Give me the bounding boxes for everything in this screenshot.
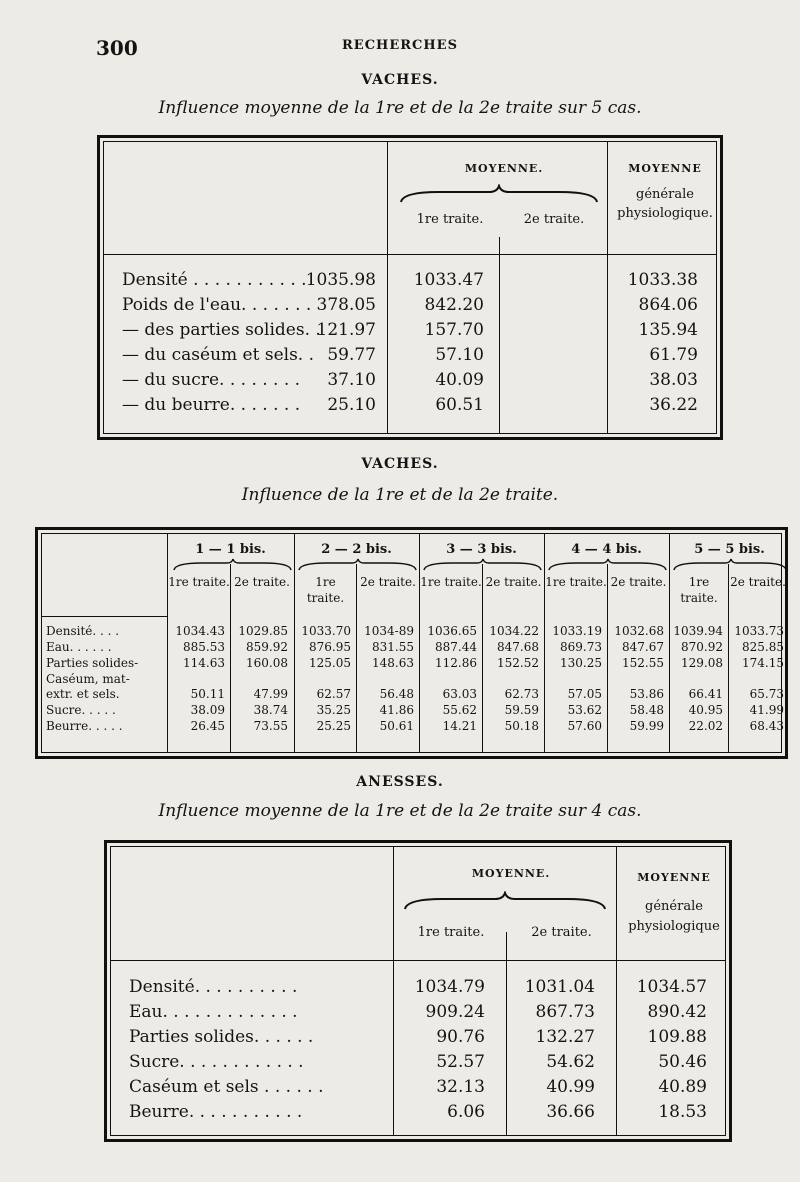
table1-header-second: 2e traite. bbox=[523, 212, 585, 227]
cell-value: 61.79 bbox=[649, 345, 698, 365]
table1-caption: Influence moyenne de la 1re et de la 2e traite sur 5 cas. bbox=[158, 98, 642, 118]
row-label: Densité. . . . bbox=[46, 624, 120, 638]
cell-value: 62.73 bbox=[504, 687, 539, 701]
cell-value: 57.05 bbox=[567, 687, 602, 701]
table3-divider bbox=[616, 847, 617, 1135]
table3-header-second: 2e traite. bbox=[531, 925, 592, 940]
cell-value: 885.53 bbox=[183, 640, 225, 654]
cell-value: 909.24 bbox=[425, 1002, 485, 1022]
cell-value: 1032.68 bbox=[614, 624, 664, 638]
cell-value: 73.55 bbox=[253, 719, 288, 733]
cell-value: 59.59 bbox=[504, 703, 539, 717]
row-label: Caséum et sels . . . . . . bbox=[129, 1077, 324, 1097]
cell-value: 870.92 bbox=[681, 640, 723, 654]
cell-value: 40.95 bbox=[688, 703, 723, 717]
cell-value: 90.76 bbox=[436, 1027, 485, 1047]
cell-value: 1033.47 bbox=[413, 270, 484, 290]
table3-divider bbox=[506, 932, 507, 1135]
cell-value: 847.67 bbox=[622, 640, 664, 654]
cell-value: 36.66 bbox=[546, 1102, 595, 1122]
cell-value: 842.20 bbox=[424, 295, 484, 315]
cell-value: 40.09 bbox=[435, 370, 484, 390]
cell-value: 68.43 bbox=[749, 719, 784, 733]
table1-divider bbox=[607, 142, 608, 433]
row-label: Beurre. . . . . bbox=[46, 719, 123, 733]
row-label: Eau. . . . . . . . . . . . . bbox=[129, 1002, 298, 1022]
cell-value: 53.86 bbox=[629, 687, 664, 701]
cell-value: 59.99 bbox=[629, 719, 664, 733]
table2-group-header: 4 — 4 bis. bbox=[571, 542, 642, 557]
cell-value: 18.53 bbox=[658, 1102, 707, 1122]
table2-inner bbox=[41, 533, 786, 753]
cell-value: 37.10 bbox=[327, 370, 376, 390]
cell-value: 50.11 bbox=[190, 687, 225, 701]
row-label: Sucre. . . . . bbox=[46, 703, 116, 717]
cell-value: 1034.79 bbox=[414, 977, 485, 997]
cell-value: 57.60 bbox=[567, 719, 602, 733]
table3-inner bbox=[110, 846, 726, 1136]
cell-value: 55.62 bbox=[442, 703, 477, 717]
table2-sub-first: 1re traite. bbox=[306, 575, 345, 605]
cell-value: 825.85 bbox=[742, 640, 784, 654]
table2-sub-second: 2e traite. bbox=[730, 575, 786, 589]
cell-value: 50.46 bbox=[658, 1052, 707, 1072]
cell-value: 38.03 bbox=[649, 370, 698, 390]
row-label: Beurre. . . . . . . . . . . bbox=[129, 1102, 303, 1122]
row-label: Parties solides. . . . . . bbox=[129, 1027, 314, 1047]
table3-divider bbox=[393, 847, 394, 1135]
cell-value: 1029.85 bbox=[238, 624, 288, 638]
cell-value: 129.08 bbox=[681, 656, 723, 670]
table3-header-general-1: MOYENNE bbox=[637, 871, 711, 884]
table1-divider bbox=[387, 142, 388, 433]
cell-value: 876.95 bbox=[309, 640, 351, 654]
row-label: Densité . . . . . . . . . . . bbox=[122, 270, 307, 290]
cell-value: 864.06 bbox=[638, 295, 698, 315]
table2-sub-first: 1re traite. bbox=[545, 575, 607, 589]
row-label: — du sucre. . . . . . . . bbox=[122, 370, 301, 390]
row-label: Poids de l'eau. . . . . . . bbox=[122, 295, 312, 315]
cell-value: 378.05 bbox=[316, 295, 376, 315]
cell-value: 847.68 bbox=[497, 640, 539, 654]
cell-value: 831.55 bbox=[372, 640, 414, 654]
cell-value: 52.57 bbox=[436, 1052, 485, 1072]
cell-value: 66.41 bbox=[688, 687, 723, 701]
cell-value: 40.99 bbox=[546, 1077, 595, 1097]
cell-value: 32.13 bbox=[436, 1077, 485, 1097]
table3-header-first: 1re traite. bbox=[417, 925, 485, 940]
table2-sub-second: 2e traite. bbox=[485, 575, 542, 589]
row-label: Densité. . . . . . . . . . bbox=[129, 977, 298, 997]
table2-sub-second: 2e traite. bbox=[234, 575, 290, 589]
table2 bbox=[35, 527, 788, 759]
cell-value: 41.99 bbox=[749, 703, 784, 717]
cell-value: 1033.73 bbox=[734, 624, 784, 638]
cell-value: 1034.22 bbox=[489, 624, 539, 638]
cell-value: 130.25 bbox=[560, 656, 602, 670]
cell-value: 65.73 bbox=[749, 687, 784, 701]
table2-caption: Influence de la 1re et de la 2e traite. bbox=[241, 485, 559, 505]
cell-value: 1034.57 bbox=[636, 977, 707, 997]
row-label: Eau. . . . . . bbox=[46, 640, 112, 654]
cell-value: 26.45 bbox=[190, 719, 225, 733]
table3-caption: Influence moyenne de la 1re et de la 2e traite sur 4 cas. bbox=[158, 801, 642, 821]
table2-sub-first: 1re traite. bbox=[168, 575, 230, 589]
cell-value: 109.88 bbox=[647, 1027, 707, 1047]
table2-header-rule bbox=[42, 616, 167, 617]
cell-value: 174.15 bbox=[742, 656, 784, 670]
cell-value: 1034-89 bbox=[364, 624, 414, 638]
cell-value: 25.25 bbox=[316, 719, 351, 733]
table2-group-header: 1 — 1 bis. bbox=[195, 542, 266, 557]
cell-value: 62.57 bbox=[316, 687, 351, 701]
cell-value: 1033.70 bbox=[301, 624, 351, 638]
table1-header-general-1: MOYENNE bbox=[628, 162, 702, 175]
cell-value: 160.08 bbox=[246, 656, 288, 670]
table3-brace bbox=[403, 891, 608, 913]
cell-value: 14.21 bbox=[442, 719, 477, 733]
table2-group-header: 5 — 5 bis. bbox=[694, 542, 765, 557]
row-label: Parties solides- bbox=[46, 656, 139, 670]
cell-value: 135.94 bbox=[638, 320, 698, 340]
row-label: — du caséum et sels. . bbox=[122, 345, 315, 365]
cell-value: 867.73 bbox=[535, 1002, 595, 1022]
cell-value: 1034.43 bbox=[175, 624, 225, 638]
table2-sub-first: 1re traite. bbox=[420, 575, 482, 589]
cell-value: 50.61 bbox=[379, 719, 414, 733]
cell-value: 1031.04 bbox=[524, 977, 595, 997]
cell-value: 60.51 bbox=[435, 395, 484, 415]
cell-value: 1033.19 bbox=[552, 624, 602, 638]
table2-group-header: 2 — 2 bis. bbox=[321, 542, 392, 557]
table3-header-rule bbox=[111, 960, 725, 961]
cell-value: 58.48 bbox=[629, 703, 664, 717]
row-label: Caséum, mat- bbox=[46, 672, 130, 686]
table3-header-moyenne: MOYENNE. bbox=[471, 867, 551, 880]
cell-value: 40.89 bbox=[658, 1077, 707, 1097]
table1-header-rule bbox=[104, 254, 716, 255]
table1 bbox=[97, 135, 723, 440]
cell-value: 869.73 bbox=[560, 640, 602, 654]
cell-value: 38.09 bbox=[190, 703, 225, 717]
cell-value: 63.03 bbox=[442, 687, 477, 701]
cell-value: 53.62 bbox=[567, 703, 602, 717]
table1-header-moyenne: MOYENNE. bbox=[464, 162, 544, 175]
table1-divider bbox=[499, 237, 500, 433]
cell-value: 50.18 bbox=[504, 719, 539, 733]
table2-group-header: 3 — 3 bis. bbox=[446, 542, 517, 557]
table2-braces bbox=[172, 558, 792, 572]
table2-sub-second: 2e traite. bbox=[610, 575, 667, 589]
cell-value: 41.86 bbox=[379, 703, 414, 717]
cell-value: 1033.38 bbox=[627, 270, 698, 290]
table1-header-first: 1re traite. bbox=[416, 212, 484, 227]
cell-value: 114.63 bbox=[183, 656, 225, 670]
cell-value: 887.44 bbox=[435, 640, 477, 654]
table1-inner bbox=[103, 141, 717, 434]
table3-header-general-2: générale bbox=[645, 899, 703, 914]
running-head: RECHERCHES bbox=[342, 38, 458, 53]
cell-value: 38.74 bbox=[253, 703, 288, 717]
cell-value: 132.27 bbox=[535, 1027, 595, 1047]
cell-value: 59.77 bbox=[327, 345, 376, 365]
table2-sub-second: 2e traite. bbox=[360, 575, 416, 589]
cell-value: 859.92 bbox=[246, 640, 288, 654]
cell-value: 112.86 bbox=[435, 656, 477, 670]
cell-value: 1036.65 bbox=[427, 624, 477, 638]
cell-value: 47.99 bbox=[253, 687, 288, 701]
cell-value: 152.55 bbox=[622, 656, 664, 670]
row-label: extr. et sels. bbox=[46, 687, 120, 701]
page-number: 300 bbox=[96, 36, 138, 60]
row-label: — du beurre. . . . . . . bbox=[122, 395, 301, 415]
table3 bbox=[104, 840, 732, 1142]
cell-value: 152.52 bbox=[497, 656, 539, 670]
cell-value: 157.70 bbox=[424, 320, 484, 340]
cell-value: 1039.94 bbox=[673, 624, 723, 638]
cell-value: 6.06 bbox=[447, 1102, 485, 1122]
table3-header-general-3: physiologique bbox=[628, 919, 720, 934]
cell-value: 125.05 bbox=[309, 656, 351, 670]
cell-value: 1035.98 bbox=[305, 270, 376, 290]
table2-section-title: VACHES. bbox=[361, 456, 439, 472]
table1-header-general-3: physiologique. bbox=[617, 206, 713, 221]
cell-value: 148.63 bbox=[372, 656, 414, 670]
table3-section-title: ANESSES. bbox=[356, 774, 444, 790]
row-label: Sucre. . . . . . . . . . . . bbox=[129, 1052, 304, 1072]
cell-value: 121.97 bbox=[316, 320, 376, 340]
cell-value: 56.48 bbox=[379, 687, 414, 701]
cell-value: 35.25 bbox=[316, 703, 351, 717]
table2-sub-first: 1re traite. bbox=[680, 575, 718, 605]
row-label: — des parties solides. . bbox=[122, 320, 321, 340]
cell-value: 890.42 bbox=[647, 1002, 707, 1022]
table1-brace bbox=[399, 184, 599, 206]
table1-section-title: VACHES. bbox=[361, 72, 439, 88]
cell-value: 36.22 bbox=[649, 395, 698, 415]
cell-value: 25.10 bbox=[327, 395, 376, 415]
cell-value: 54.62 bbox=[546, 1052, 595, 1072]
table1-header-general-2: générale bbox=[636, 187, 694, 202]
cell-value: 22.02 bbox=[688, 719, 723, 733]
cell-value: 57.10 bbox=[435, 345, 484, 365]
